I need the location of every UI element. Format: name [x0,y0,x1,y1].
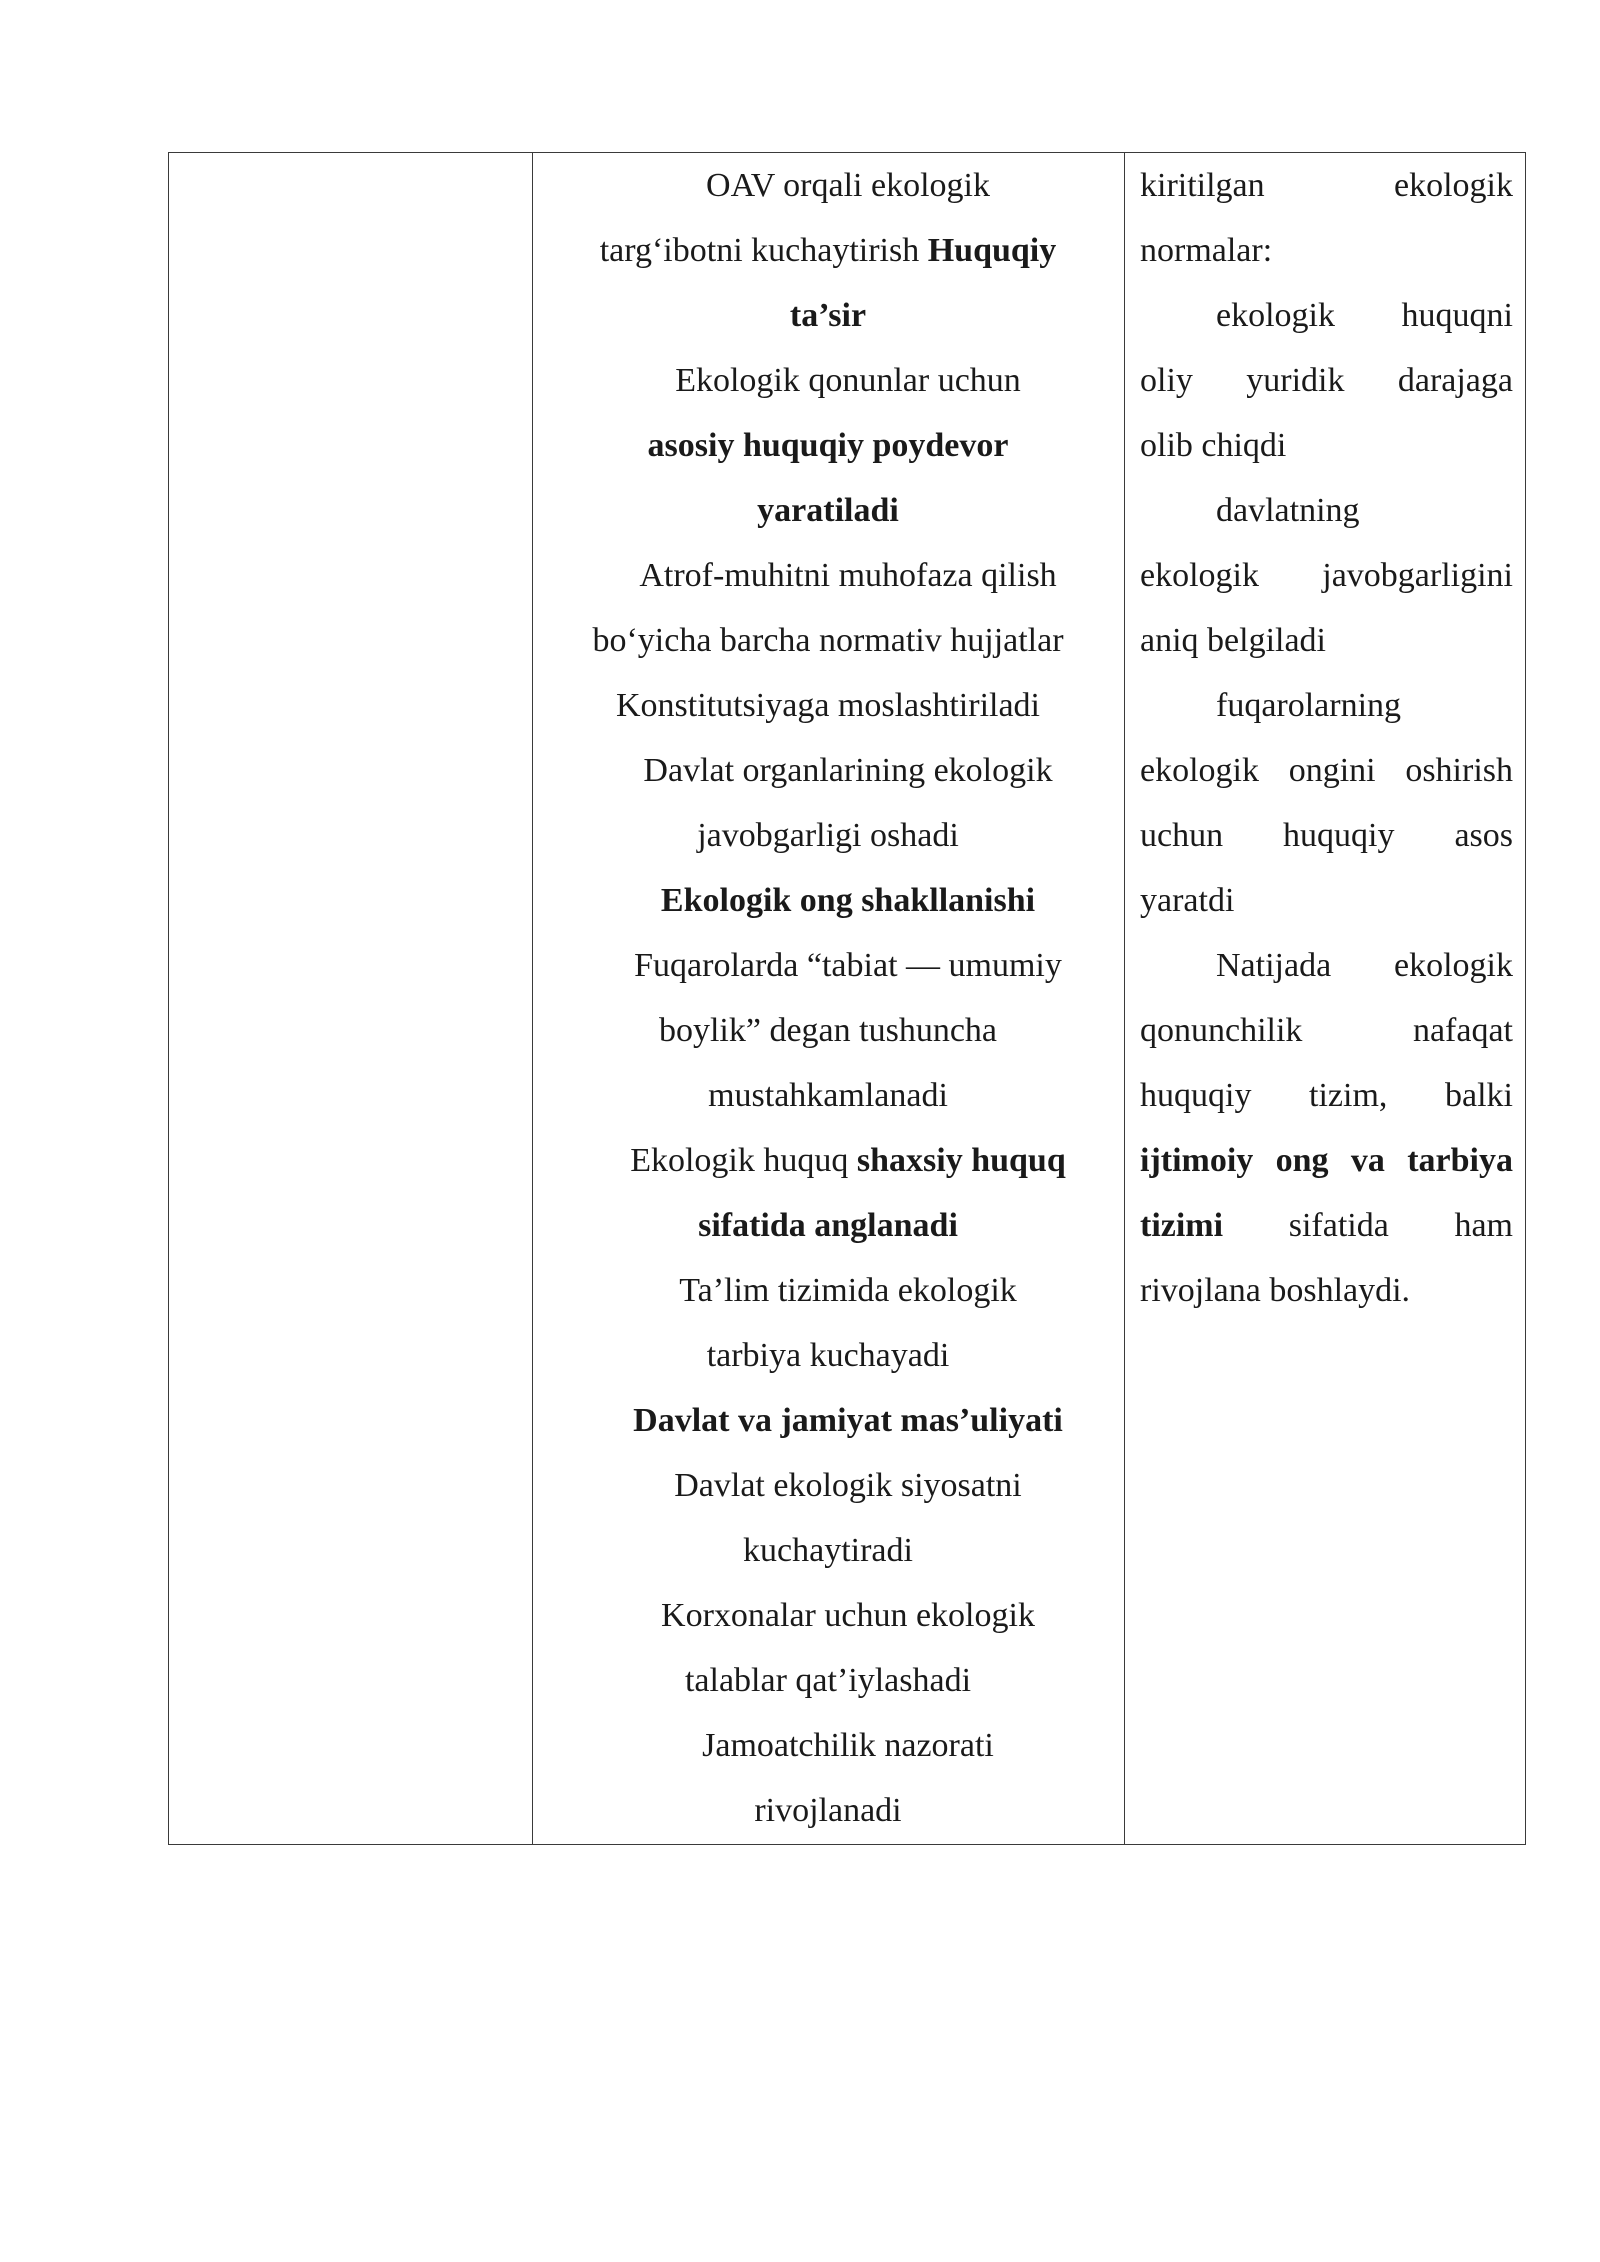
text: ekologik huquqni [1216,297,1513,334]
right_column-line [1124,413,1527,478]
text: bo‘yicha barcha normativ hujjatlar [592,622,1064,659]
text: rivojlana boshlaydi. [1140,1272,1411,1309]
text: oliy yuridik darajaga [1140,362,1513,399]
text: normalar: [1140,232,1273,269]
right_column-line [1124,738,1527,803]
middle_column-line [532,1258,1124,1323]
middle_column-line [532,933,1124,998]
text: kiritilgan ekologik [1140,167,1513,204]
text: Davlat organlarining ekologik [643,752,1053,789]
right_column-line [1124,803,1527,868]
text: huquqiy tizim, balki [1140,1077,1513,1114]
middle_column-line [532,1518,1124,1583]
middle_column-line [532,153,1124,218]
middle_column-line [532,543,1124,608]
text: boylik” degan tushuncha [658,1012,998,1049]
middle_column-line [532,1323,1124,1388]
text: Natijada ekologik [1216,947,1513,984]
text: ekologik javobgarligini [1140,557,1513,594]
text: Atrof-muhitni muhofaza qilish [639,557,1057,594]
right_column-line [1124,608,1527,673]
right_column-line [1124,933,1527,998]
content-table [168,152,1526,1845]
middle_column-line [532,673,1124,738]
right_column-line [1124,673,1527,738]
text: Ekologik qonunlar uchun [675,362,1021,399]
bold-text: asosiy huquqiy poydevor [647,427,1009,464]
middle_column-line [532,218,1124,283]
text: aniq belgiladi [1140,622,1327,659]
text: Fuqarolarda “tabiat — umumiy [634,947,1062,984]
right_column-line [1124,283,1527,348]
bold-text: yaratiladi [757,492,899,529]
middle_column-line [532,868,1124,933]
right_column-line [1124,1063,1527,1128]
bold-text: Huquqiy [927,232,1057,269]
middle_column-line [532,1648,1124,1713]
middle_column-line [532,1388,1124,1453]
right_column-line [1124,478,1527,543]
middle_column-line [532,283,1124,348]
bold-text: sifatida anglanadi [698,1207,958,1244]
text: fuqarolarning [1216,687,1402,724]
text: OAV orqali ekologik [706,167,990,204]
middle_column-line [532,803,1124,868]
text: javobgarligi oshadi [697,817,959,854]
middle_column-line [532,998,1124,1063]
bold-text: ijtimoiy ong va tarbiya [1140,1142,1513,1179]
middle_column-line [532,1713,1124,1778]
text: yaratdi [1140,882,1235,919]
middle_column-line [532,348,1124,413]
right_column-line [1124,998,1527,1063]
text: Ta’lim tizimida ekologik [679,1272,1017,1309]
middle_column-line [532,1778,1124,1843]
middle_column-line [532,413,1124,478]
text: davlatning [1216,492,1360,529]
right_column-line [1124,543,1527,608]
middle_column-line [532,1063,1124,1128]
text: Davlat ekologik siyosatni [674,1467,1022,1504]
middle_column-line [532,1193,1124,1258]
text: mustahkamlanadi [708,1077,948,1114]
right_column-line [1124,1128,1527,1193]
middle_column-line [532,1583,1124,1648]
bold-text: shaxsiy huquq [856,1142,1066,1179]
right_column-line [1124,153,1527,218]
middle_column-line [532,608,1124,673]
text: talablar qat’iylashadi [684,1662,972,1699]
text: uchun huquqiy asos [1140,817,1513,854]
right_column-line [1124,1193,1527,1258]
right_column-line [1124,218,1527,283]
middle_column-line [532,1453,1124,1518]
text: Ekologik huquq [630,1142,857,1179]
text: Konstitutsiyaga moslashtiriladi [615,687,1041,724]
text: kuchaytiradi [743,1532,913,1569]
text: Korxonalar uchun ekologik [661,1597,1035,1634]
right_column-line [1124,1258,1527,1323]
right_column-line [1124,868,1527,933]
text: tarbiya kuchayadi [706,1337,950,1374]
bold-text: Ekologik ong shakllanishi [660,882,1036,919]
text: olib chiqdi [1140,427,1287,464]
middle_column-line [532,738,1124,803]
text: qonunchilik nafaqat [1140,1012,1513,1049]
bold-text: tizimi [1140,1207,1224,1244]
middle_column-line [532,1128,1124,1193]
text: Jamoatchilik nazorati [702,1727,994,1764]
right_column-line [1124,348,1527,413]
text: rivojlanadi [754,1792,902,1829]
bold-text: Davlat va jamiyat mas’uliyati [633,1402,1063,1439]
text: sifatida ham [1223,1207,1513,1244]
text: targ‘ibotni kuchaytirish [599,232,928,269]
bold-text: ta’sir [789,297,867,334]
middle_column-line [532,478,1124,543]
text: ekologik ongini oshirish [1140,752,1513,789]
